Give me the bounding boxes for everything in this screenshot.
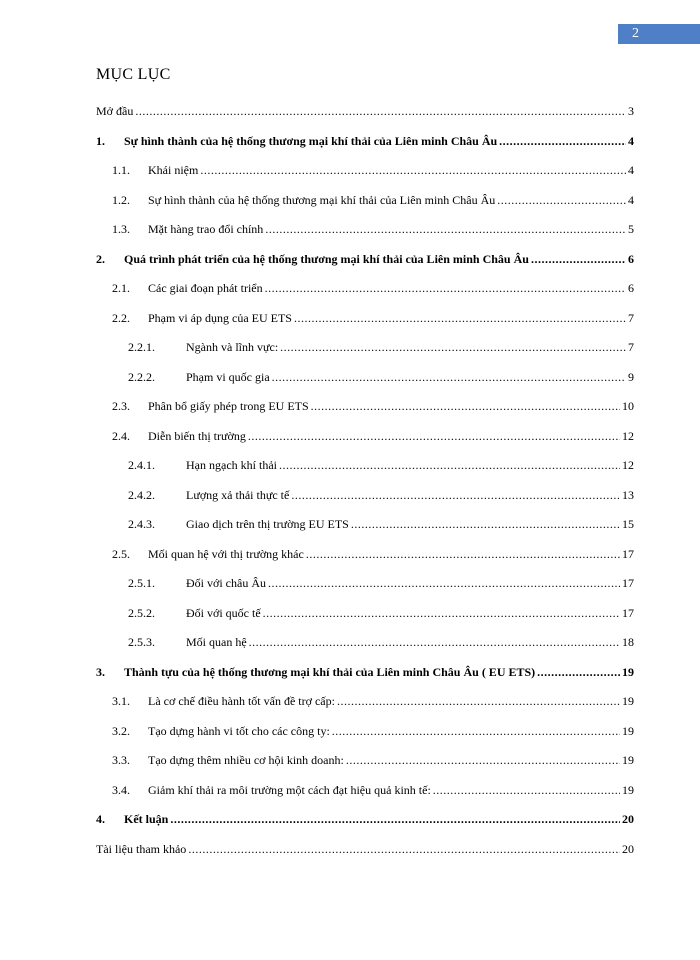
toc-entry-number: 1.1. — [112, 163, 130, 177]
toc-entry[interactable] — [128, 576, 634, 592]
toc-dot-leader — [537, 665, 620, 680]
toc-dot-leader — [337, 694, 620, 709]
toc-entry[interactable] — [112, 222, 634, 238]
toc-entry-label: Thành tựu của hệ thống thương mại khí thải của Liên minh Châu Âu ( EU ETS) — [124, 665, 536, 679]
toc-entry-page: 4 — [628, 193, 634, 207]
toc-entry[interactable] — [112, 163, 634, 179]
toc-dot-leader — [346, 753, 620, 768]
toc-entry-number: 2.5.1. — [128, 576, 155, 590]
toc-entry-label: Ngành và lĩnh vực: — [186, 340, 279, 354]
toc-entry[interactable] — [112, 311, 634, 327]
toc-entry-label: Sự hình thành của hệ thống thương mại khí thải của Liên minh Châu Âu — [124, 134, 498, 148]
toc-entry-label: Khái niệm — [148, 163, 199, 177]
toc-entry-page: 19 — [622, 694, 634, 708]
toc-entry-label: Là cơ chế điều hành tốt vấn đề trợ cấp: — [148, 694, 335, 708]
toc-entry-label: Giảm khí thải ra môi trường một cách đạt hiệu quả kinh tế: — [148, 783, 431, 797]
toc-dot-leader — [263, 606, 620, 621]
toc-entry-number: 2.1. — [112, 281, 130, 295]
toc-entry-number: 2. — [96, 252, 105, 266]
toc-dot-leader — [135, 104, 626, 119]
toc-entry-label: Mở đầu — [96, 104, 134, 118]
toc-entry-number: 2.3. — [112, 399, 130, 413]
page-number: 2 — [632, 26, 639, 41]
toc-entry-page: 5 — [628, 222, 634, 236]
toc-dot-leader — [272, 370, 626, 385]
toc-entry-number: 2.5.2. — [128, 606, 155, 620]
toc-entry[interactable] — [128, 635, 634, 651]
toc-entry-page: 19 — [622, 665, 634, 679]
toc-entry[interactable] — [128, 340, 634, 356]
toc-dot-leader — [200, 163, 626, 178]
toc-entry[interactable] — [96, 134, 634, 150]
toc-entry-page: 4 — [628, 134, 634, 148]
toc-dot-leader — [188, 842, 620, 857]
toc-dot-leader — [499, 134, 626, 149]
toc-entry-page: 3 — [628, 104, 634, 118]
toc-entry-page: 9 — [628, 370, 634, 384]
toc-entry[interactable] — [128, 370, 634, 386]
toc-title: MỤC LỤC — [96, 66, 171, 83]
toc-entry-page: 15 — [622, 517, 634, 531]
toc-entry-label: Tài liệu tham khảo — [96, 842, 187, 856]
page-number-badge — [618, 24, 700, 44]
toc-dot-leader — [497, 193, 626, 208]
toc-entry-label: Mối quan hệ — [186, 635, 247, 649]
toc-entry[interactable] — [96, 104, 634, 120]
toc-entry[interactable] — [112, 399, 634, 415]
toc-entry-page: 18 — [622, 635, 634, 649]
toc-entry-number: 1. — [96, 134, 105, 148]
toc-entry-label: Hạn ngạch khí thải — [186, 458, 277, 472]
toc-entry-number: 2.4.1. — [128, 458, 155, 472]
toc-entry-page: 17 — [622, 606, 634, 620]
toc-entry-page: 12 — [622, 429, 634, 443]
toc-entry-page: 17 — [622, 576, 634, 590]
toc-entry-page: 6 — [628, 281, 634, 295]
toc-entry-label: Tạo dựng thêm nhiều cơ hội kinh doanh: — [148, 753, 344, 767]
toc-dot-leader — [306, 547, 620, 562]
toc-dot-leader — [311, 399, 620, 414]
toc-entry-number: 2.5.3. — [128, 635, 155, 649]
toc-dot-leader — [294, 311, 626, 326]
toc-entry-number: 2.5. — [112, 547, 130, 561]
toc-dot-leader — [265, 222, 626, 237]
toc-entry-page: 10 — [622, 399, 634, 413]
toc-entry-page: 7 — [628, 340, 634, 354]
toc-entry-label: Phạm vi áp dụng của EU ETS — [148, 311, 292, 325]
toc-entry-number: 2.2.2. — [128, 370, 155, 384]
toc-dot-leader — [351, 517, 620, 532]
toc-entry-label: Phân bổ giấy phép trong EU ETS — [148, 399, 309, 413]
toc-entry[interactable] — [128, 488, 634, 504]
toc-dot-leader — [433, 783, 620, 798]
toc-entry-number: 2.4.3. — [128, 517, 155, 531]
toc-entry[interactable] — [112, 694, 634, 710]
page-number-bar — [0, 24, 700, 44]
toc-dot-leader — [332, 724, 620, 739]
toc-entry[interactable] — [128, 517, 634, 533]
toc-dot-leader — [531, 252, 626, 267]
toc-entry[interactable] — [112, 783, 634, 799]
toc-entry-label: Các giai đoạn phát triển — [148, 281, 263, 295]
toc-entry-label: Mặt hàng trao đổi chính — [148, 222, 264, 236]
toc-entry[interactable] — [96, 665, 634, 681]
toc-entry-page: 13 — [622, 488, 634, 502]
toc-entry-page: 20 — [622, 842, 634, 856]
toc-entry-number: 3. — [96, 665, 105, 679]
toc-entry-number: 1.3. — [112, 222, 130, 236]
toc-entry-number: 4. — [96, 812, 105, 826]
toc-entry[interactable] — [96, 252, 634, 268]
toc-entry[interactable] — [128, 606, 634, 622]
toc-entry-page: 19 — [622, 724, 634, 738]
toc-entry-number: 2.2. — [112, 311, 130, 325]
toc-entry[interactable] — [112, 753, 634, 769]
toc-dot-leader — [291, 488, 620, 503]
toc-entry-page: 12 — [622, 458, 634, 472]
toc-entry-number: 3.1. — [112, 694, 130, 708]
toc-entry-number: 3.2. — [112, 724, 130, 738]
toc-entry-label: Đối với châu Âu — [186, 576, 266, 590]
toc-entry[interactable] — [128, 458, 634, 474]
toc-entry-number: 3.3. — [112, 753, 130, 767]
toc-entry-number: 1.2. — [112, 193, 130, 207]
toc-entry-page: 4 — [628, 163, 634, 177]
toc-entry-page: 7 — [628, 311, 634, 325]
toc-entry[interactable] — [112, 193, 634, 209]
toc-entry-number: 2.2.1. — [128, 340, 155, 354]
toc-entry-label: Diễn biến thị trường — [148, 429, 246, 443]
toc-entry-label: Kết luận — [124, 812, 169, 826]
toc-entry-number: 2.4. — [112, 429, 130, 443]
toc-entry-label: Giao dịch trên thị trường EU ETS — [186, 517, 349, 531]
toc-dot-leader — [279, 458, 620, 473]
toc-entry-label: Phạm vi quốc gia — [186, 370, 270, 384]
toc-entry-label: Tạo dựng hành vi tốt cho các công ty: — [148, 724, 330, 738]
toc-entry-label: Quá trình phát triển của hệ thống thương mại khí thải của Liên minh Châu Âu — [124, 252, 529, 266]
toc-entry-label: Sự hình thành của hệ thống thương mại khí thải của Liên minh Châu Âu — [148, 193, 496, 207]
toc-entry-page: 6 — [628, 252, 634, 266]
toc-dot-leader — [248, 429, 620, 444]
toc-dot-leader — [280, 340, 626, 355]
toc-entry[interactable] — [112, 724, 634, 740]
toc-entry[interactable] — [112, 547, 634, 563]
toc-entry-number: 2.4.2. — [128, 488, 155, 502]
toc-entry-page: 19 — [622, 753, 634, 767]
toc-entry[interactable] — [96, 842, 634, 858]
toc-dot-leader — [249, 635, 620, 650]
toc-entry-label: Đối với quốc tế — [186, 606, 261, 620]
toc-entry[interactable] — [112, 429, 634, 445]
toc-dot-leader — [265, 281, 626, 296]
toc-entry-number: 3.4. — [112, 783, 130, 797]
toc-entry-page: 20 — [622, 812, 634, 826]
toc-entry-label: Lượng xả thải thực tế — [186, 488, 290, 502]
toc-entry-label: Mối quan hệ với thị trường khác — [148, 547, 304, 561]
toc-entry-page: 19 — [622, 783, 634, 797]
toc-entry[interactable] — [96, 812, 634, 828]
toc-dot-leader — [170, 812, 620, 827]
toc-entry-page: 17 — [622, 547, 634, 561]
toc-entry[interactable] — [112, 281, 634, 297]
toc-dot-leader — [268, 576, 620, 591]
